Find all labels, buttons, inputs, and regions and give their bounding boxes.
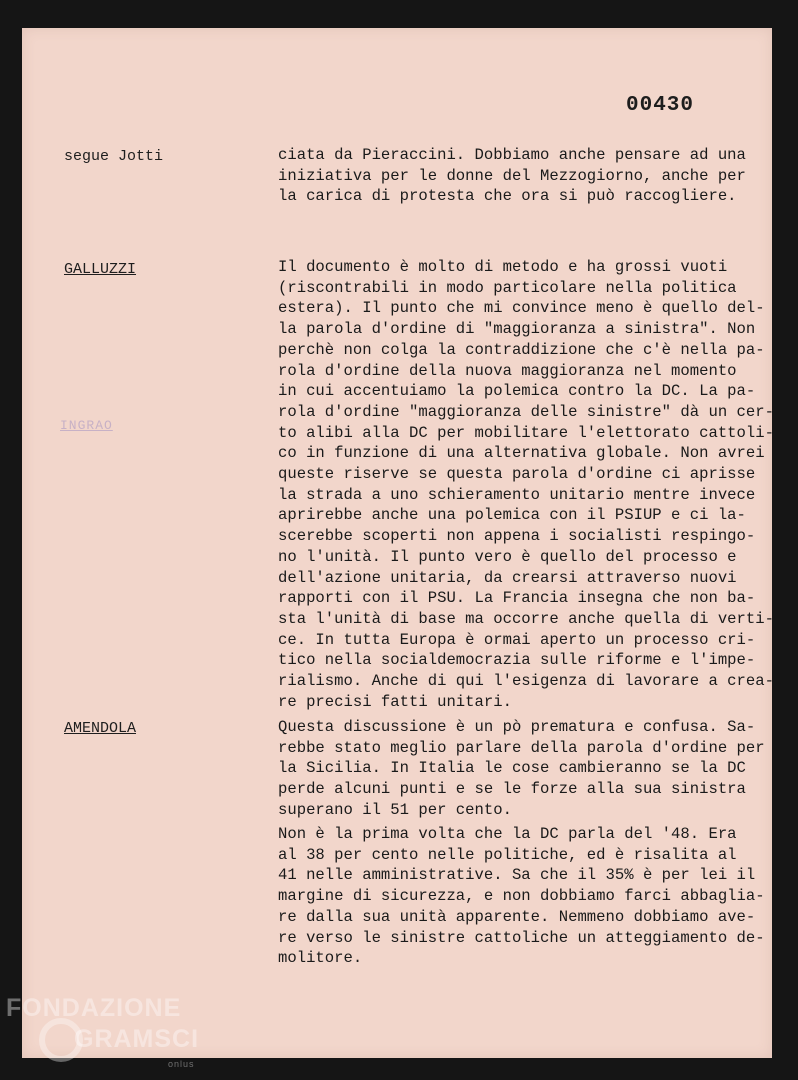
text-line: superano il 51 per cento. [278,800,512,819]
text-line: Il documento è molto di metodo e ha grossi vuoti [278,258,728,276]
text-line: Non è la prima volta che la DC parla del '48. Era [278,825,737,843]
text-line: margine di sicurezza, e non dobbiamo farci abbaglia- [278,887,765,906]
fondazione-gramsci-watermark [6,993,200,1069]
gramsci-logo-icon [36,1015,86,1065]
text-line: al 38 per cento nelle politiche, ed è risalita al [278,845,737,864]
text-line: re precisi fatti unitari. [278,692,512,711]
text-line: re dalla sua unità apparente. Nemmeno dobbiamo ave- [278,907,756,926]
text-line: tico nella socialdemocrazia sulle riforme e l'impe- [278,651,756,670]
speech-paragraph-galluzzi [278,257,774,712]
speaker-label-amendola: AMENDOLA [64,720,137,737]
text-line: iniziativa per le donne del Mezzogiorno, anche per [278,166,746,185]
text-line: (riscontrabili in modo particolare nella politica [278,278,737,297]
text-line: ciata da Pieraccini. Dobbiamo anche pensare ad una [278,146,746,164]
text-line: rola d'ordine "maggioranza delle sinistre" dà un cer- [278,402,774,421]
text-line: re verso le sinistre cattoliche un atteggiamento de- [278,928,765,947]
text-line: la strada a uno schieramento unitario mentre invece [278,485,756,504]
speech-paragraph-amendola-2 [278,824,765,969]
text-line: sta l'unità di base ma occorre anche quella di verti- [278,609,774,628]
text-line: rapporti con il PSU. La Francia insegna che non ba- [278,589,756,608]
text-line: aprirebbe anche una polemica con il PSIUP e ci la- [278,506,746,525]
speaker-label-galluzzi: GALLUZZI [64,261,137,278]
text-line: rebbe stato meglio parlare della parola d'ordine per [278,738,765,757]
text-line: no l'unità. Il punto vero è quello del processo e [278,547,737,566]
text-line: rola d'ordine della nuova maggioranza nel momento [278,361,737,380]
text-line: co in funzione di una alternativa globale. Non avrei [278,444,765,463]
speech-paragraph-amendola-1 [278,717,765,821]
text-line: 41 nelle amministrative. Sa che il 35% è per lei il [278,866,756,885]
text-line: la Sicilia. In Italia le cose cambieranno se la DC [278,759,746,778]
text-line: in cui accentuiamo la polemica contro la DC. La pa- [278,382,756,401]
document-page [22,28,772,1058]
text-line: la parola d'ordine di "maggioranza a sinistra". Non [278,320,756,339]
speech-paragraph-jotti [278,145,746,207]
text-line: queste riserve se questa parola d'ordine ci aprisse [278,465,756,484]
speaker-label-jotti: segue Jotti [64,148,164,165]
text-line: molitore. [278,949,363,968]
text-line: la carica di protesta che ora si può raccogliere. [278,187,737,206]
text-line: Questa discussione è un pò prematura e confusa. Sa- [278,718,756,736]
text-line: scerebbe scoperti non appena i socialisti respingo- [278,527,756,546]
watermark-line-1: FONDAZIONE [6,994,182,1022]
text-line: ce. In tutta Europa è ormai aperto un processo cri- [278,630,756,649]
text-line: rialismo. Anche di qui l'esigenza di lavorare a crea- [278,672,774,691]
watermark-line-2: GRAMSCI [74,1025,200,1053]
text-line: estera). Il punto che mi convince meno è quello del- [278,299,765,318]
text-line: dell'azione unitaria, da crearsi attraverso nuovi [278,568,737,587]
watermark-suffix: onlus [168,1059,195,1069]
text-line: to alibi alla DC per mobilitare l'elettorato cattoli- [278,423,774,442]
text-line: perchè non colga la contraddizione che c'è nella pa- [278,340,765,359]
text-line: perde alcuni punti e se le forze alla sua sinistra [278,780,746,799]
bleed-through-label: INGRAO [60,418,113,433]
document-number: 00430 [626,94,695,117]
